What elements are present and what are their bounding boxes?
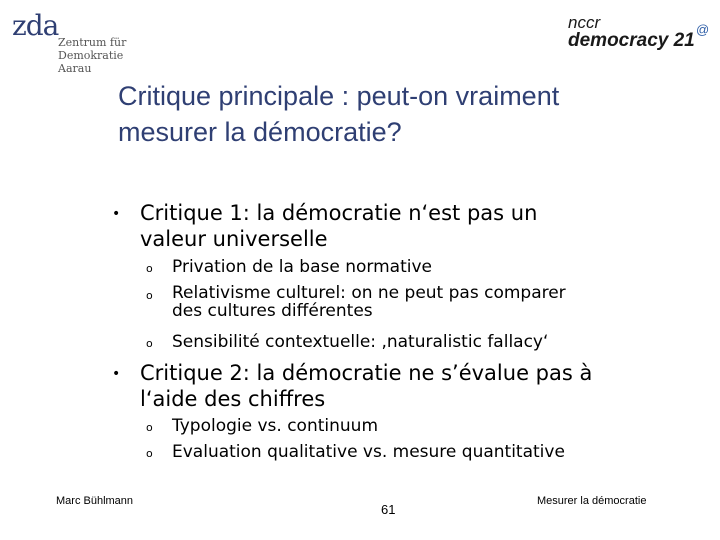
slide-title-line: mesurer la démocratie? (118, 117, 402, 147)
bullet-marker: • (112, 366, 121, 382)
sub-bullet-line: Privation de la base normative (172, 257, 432, 277)
bullet-critique-2 (140, 360, 592, 412)
sub-bullet-line: Sensibilité contextuelle: ‚naturalistic fallacy‘ (172, 332, 549, 352)
sub-bullet-line: Evaluation qualitative vs. mesure quantitative (172, 442, 565, 462)
zda-logo-line: Zentrum für (58, 36, 127, 49)
zda-logo (12, 10, 142, 80)
footer-topic: Mesurer la démocratie (537, 495, 647, 507)
zda-logo-abbr: zda (12, 9, 59, 42)
bullet-line: valeur universelle (140, 227, 328, 251)
nccr-logo-line2: democracy 21 (568, 30, 695, 51)
nccr-logo-line1: nccr (568, 13, 601, 32)
sub-bullet-evaluation (172, 442, 565, 463)
sub-bullet-marker: o (146, 447, 153, 460)
bullet-critique-1 (140, 200, 537, 252)
bullet-line: Critique 1: la démocratie n‘est pas un (140, 201, 538, 225)
bullet-line: l‘aide des chiffres (140, 387, 326, 411)
slide-title-line: Critique principale : peut-on vraiment (118, 81, 560, 111)
zda-logo-subtitle (58, 36, 126, 75)
sub-bullet-line: des cultures différentes (172, 301, 373, 321)
nccr-logo (568, 14, 713, 54)
sub-bullet-marker: o (146, 262, 153, 275)
sub-bullet-relativisme (172, 284, 566, 320)
sub-bullet-line: Typologie vs. continuum (172, 416, 379, 436)
sub-bullet-sensibilite (172, 332, 548, 353)
sub-bullet-line: Relativisme culturel: on ne peut pas comparer (172, 283, 566, 303)
zda-logo-line: Aarau (58, 62, 92, 75)
at-icon: @ (696, 22, 710, 37)
slide-title (118, 78, 698, 150)
sub-bullet-typologie (172, 416, 378, 437)
bullet-marker: • (112, 206, 121, 222)
sub-bullet-marker: o (146, 337, 153, 350)
sub-bullet-marker: o (146, 421, 153, 434)
footer-author: Marc Bühlmann (56, 495, 134, 507)
bullet-line: Critique 2: la démocratie ne s’évalue pas à (140, 361, 593, 385)
sub-bullet-marker: o (146, 289, 153, 302)
page-number: 61 (381, 502, 396, 517)
zda-logo-line: Demokratie (58, 49, 124, 62)
sub-bullet-privation (172, 257, 432, 278)
